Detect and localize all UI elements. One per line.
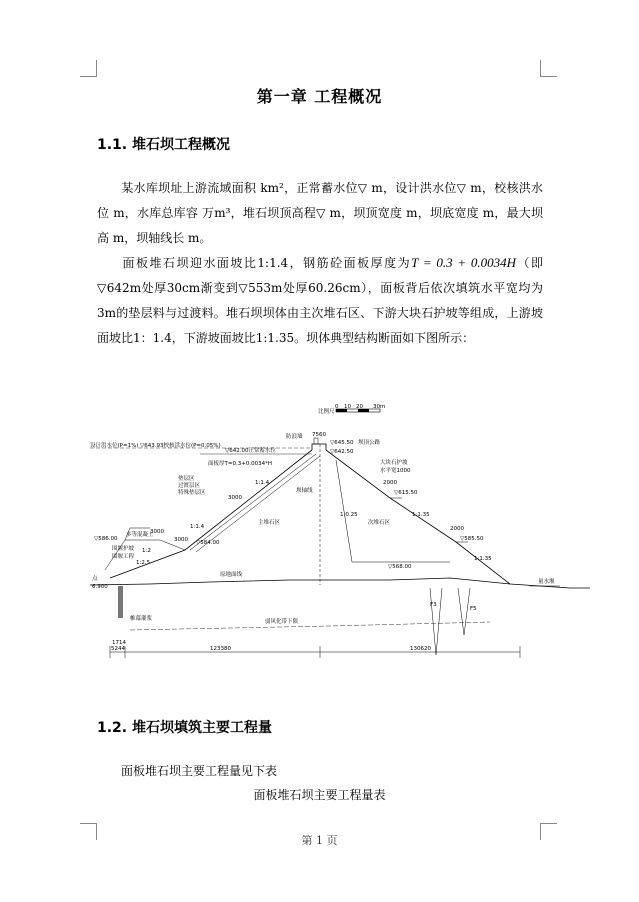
- label-width-3000-b: 3000: [150, 529, 164, 535]
- label-point: 点: [92, 576, 98, 582]
- paragraph-dam-structure: [97, 250, 543, 350]
- label-special-cushion: 特殊垫层区: [178, 490, 206, 496]
- label-curtain-grout: 帷幕灌浆: [130, 616, 153, 622]
- slab-thickness-formula: T = 0.3 + 0.0034H: [411, 255, 516, 270]
- scale-tick-30: 30m: [373, 404, 386, 410]
- scale-label: 比例尺: [318, 409, 335, 415]
- label-design-flood: 设计洪水位(P=1%): [90, 443, 139, 449]
- label-cofferdam-b: 围堰工程: [112, 554, 135, 560]
- label-elev-left: 6.900: [92, 584, 108, 590]
- label-road: 坝顶公路: [358, 440, 381, 446]
- scale-tick-20: 20: [356, 404, 363, 410]
- label-normal-level: ▽642.00正常蓄水位: [225, 448, 276, 454]
- label-crest-width: 7560: [312, 432, 326, 438]
- label-width-3000-a: 3000: [228, 495, 242, 501]
- label-check-flood: ▽643.93校核洪水位(P=0.05%): [140, 443, 221, 449]
- label-elev-586: ▽586.00: [94, 536, 118, 542]
- label-fault-f3: F3: [430, 602, 437, 608]
- label-slope-up-1: 1:1.4: [255, 480, 270, 486]
- label-big-rock: 大块石护坡: [380, 460, 408, 466]
- label-elev-615: ▽615.50: [394, 490, 418, 496]
- section-heading-1-1: 1.1. 堆石坝工程概况: [97, 137, 230, 153]
- label-elev-568: ▽568.00: [388, 564, 412, 570]
- scale-tick-10: 10: [344, 404, 351, 410]
- label-dim-123380: 123380: [210, 646, 231, 652]
- label-slope-up-2: 1:1.4: [190, 524, 205, 530]
- paragraph-overview-text: 某水库坝址上游流域面积 km²，正常蓄水位▽ m，设计洪水位▽ m，校核洪水位 m，水库总库容 万m³，堆石坝顶高程▽ m，坝顶宽度 m，坝底宽度 m，最大坝高 m，坝轴线长 m。: [97, 181, 543, 245]
- label-parapet: 防浪墙: [286, 434, 303, 440]
- quantity-table-title: 面板堆石坝主要工程量表: [253, 788, 386, 802]
- label-slope-down-2: 1:1.35: [474, 556, 492, 562]
- label-slab-formula: 面板厚T=0.3+0.0034*H: [208, 461, 272, 467]
- paragraph-dam-text-a: 面板堆石坝迎水面坡比1:1.4，钢筋砼面板厚度为: [121, 256, 412, 270]
- chapter-title: 第一章 工程概况: [256, 87, 383, 106]
- label-elev-585-right: ▽585.50: [460, 536, 484, 542]
- paragraph-overview: [97, 176, 543, 251]
- paragraph-dam-text-b: （即▽642m处厚30cm渐变到▽553m处厚60.26cm），面板背后依次填筑水平宽均为3m的垫层料与过渡料。堆石坝坝体由主次堆石区、下游大块石护坡等组成，上游坡面坡比1：1.4，下游坡面坡比1:1.35。坝体典型结构断面如下图所示：: [97, 256, 543, 345]
- label-cofferdam-a: 围堰护坡: [112, 546, 135, 552]
- label-dim-5244: 5244: [111, 646, 125, 652]
- label-cushion: 垫层区: [178, 476, 195, 482]
- label-transition: 过渡层区: [178, 483, 201, 489]
- label-crest-elev-2: ▽642.50: [330, 449, 354, 455]
- crop-mark-top-left: [80, 60, 97, 77]
- label-ground-line: 原地面线: [220, 572, 243, 578]
- label-horizontal-width: 水平宽1000: [380, 468, 411, 474]
- dam-outline: [90, 438, 590, 658]
- label-fault-f5: F5: [470, 606, 477, 612]
- label-weathering-line: 弱风化带下限: [265, 619, 299, 625]
- section-heading-1-2: 1.2. 堆石坝填筑主要工程量: [97, 720, 272, 736]
- label-secondary-rock: 次堆石区: [368, 520, 391, 526]
- label-dam-axis: 坝轴线: [296, 488, 313, 494]
- label-crest-elev: ▽645.50: [330, 440, 354, 446]
- label-dim-130620: 130620: [410, 646, 431, 652]
- quantity-intro-line: 面板堆石坝主要工程量见下表: [121, 764, 278, 778]
- label-main-rock: 主堆石区: [258, 520, 281, 526]
- label-downstream-weir: 量水堰: [538, 579, 555, 585]
- label-slope-125: 1:2.5: [136, 560, 151, 566]
- label-width-3000-c: 3000: [174, 537, 188, 543]
- label-width-2000-a: 2000: [383, 480, 397, 486]
- label-width-2000-b: 2000: [450, 526, 464, 532]
- dam-cross-section-figure: [90, 400, 590, 670]
- label-elev-584: ▽584.00: [196, 540, 220, 546]
- label-slope-down-1: 1:1.35: [412, 512, 430, 518]
- label-multi-layer: 多等混凝土: [126, 532, 154, 538]
- label-dim-1714: 1714: [112, 640, 126, 646]
- scale-tick-0: 0: [335, 404, 339, 410]
- label-slope-12: 1:2: [142, 548, 151, 554]
- page-number-footer: 第 1 页: [301, 834, 338, 847]
- label-ratio-025: 1:0.25: [340, 512, 358, 518]
- crop-mark-top-right: [540, 60, 557, 77]
